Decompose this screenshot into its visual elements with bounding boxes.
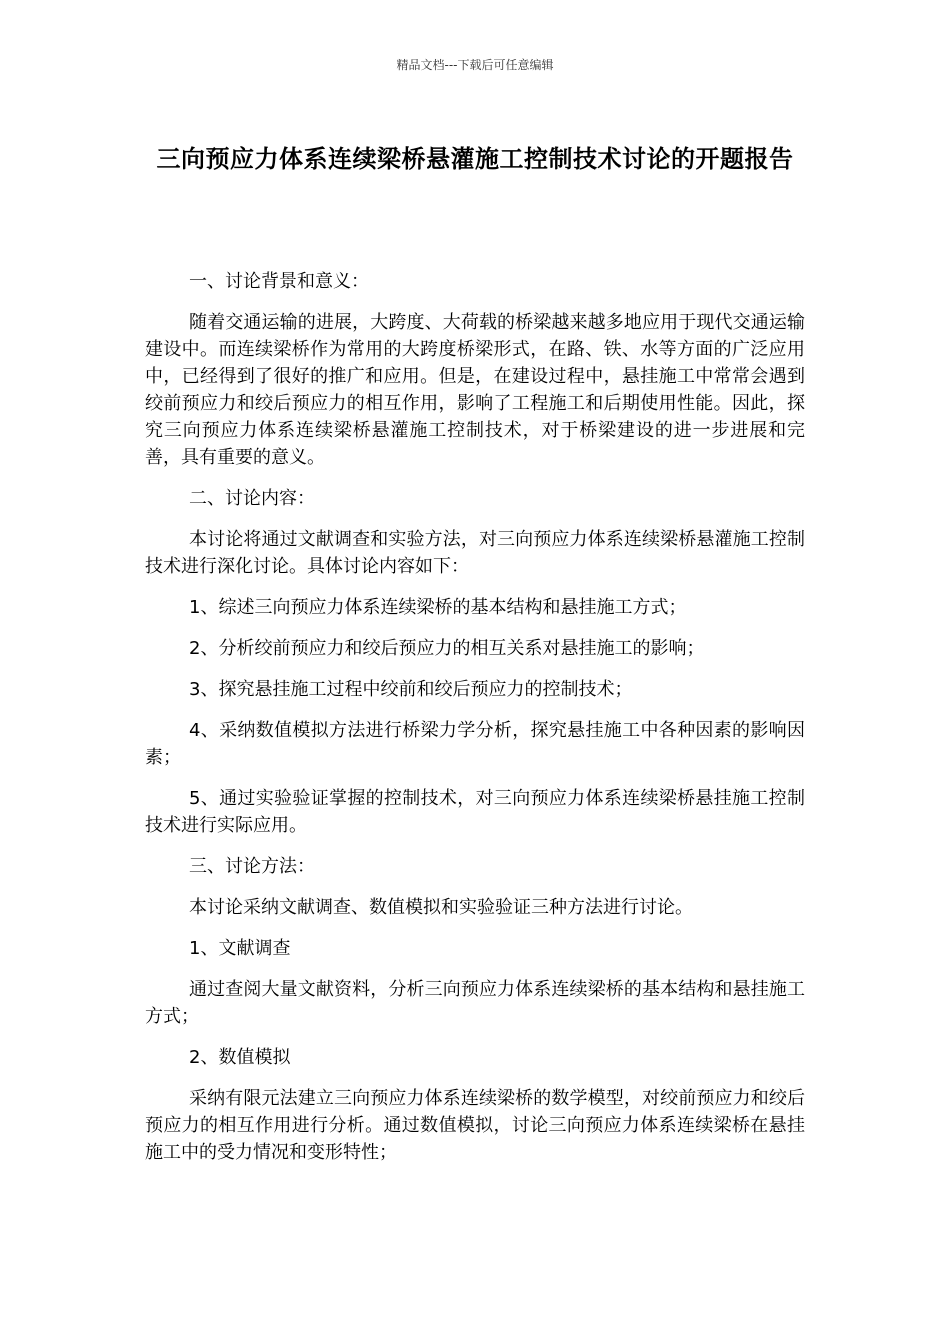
document-body (145, 268, 805, 1180)
list-item-content-4: 4、采纳数值模拟方法进行桥梁力学分析，探究悬挂施工中各种因素的影响因素； (145, 720, 805, 768)
list-item-content-3: 3、探究悬挂施工过程中绞前和绞后预应力的控制技术； (189, 679, 633, 700)
paragraph-literature: 通过查阅大量文献资料，分析三向预应力体系连续梁桥的基本结构和悬挂施工方式； (145, 979, 805, 1027)
list-item-content-1: 1、综述三向预应力体系连续梁桥的基本结构和悬挂施工方式； (189, 597, 687, 618)
section-heading-background: 一、讨论背景和意义： (189, 271, 369, 292)
section-heading-methods: 三、讨论方法： (189, 856, 315, 877)
document-title: 三向预应力体系连续梁桥悬灌施工控制技术讨论的开题报告 (156, 145, 794, 173)
paragraph-content-intro: 本讨论将通过文献调查和实验方法，对三向预应力体系连续梁桥悬灌施工控制技术进行深化讨论。具体讨论内容如下： (145, 529, 805, 577)
paragraph-background: 随着交通运输的进展，大跨度、大荷载的桥梁越来越多地应用于现代交通运输建设中。而连续梁桥作为常用的大跨度桥梁形式，在路、铁、水等方面的广泛应用中，已经得到了很好的推广和应用。但是，在建设过程中，悬挂施工中常常会遇到绞前预应力和绞后预应力的相互作用，影响了工程施工和后期使用性能。因此，探究三向预应力体系连续梁桥悬灌施工控制技术，对于桥梁建设的进一步进展和完善，具有重要的意义。 (145, 312, 805, 468)
list-item-content-2: 2、分析绞前预应力和绞后预应力的相互关系对悬挂施工的影响； (189, 638, 705, 659)
page-header: 精品文档---下载后可任意编辑 (396, 58, 554, 72)
list-item-content-5: 5、通过实验验证掌握的控制技术，对三向预应力体系连续梁桥悬挂施工控制技术进行实际应用。 (145, 788, 805, 836)
section-heading-content: 二、讨论内容： (189, 488, 315, 509)
subheading-literature: 1、文献调查 (189, 938, 291, 959)
paragraph-simulation: 采纳有限元法建立三向预应力体系连续梁桥的数学模型，对绞前预应力和绞后预应力的相互作用进行分析。通过数值模拟，讨论三向预应力体系连续梁桥在悬挂施工中的受力情况和变形特性； (145, 1088, 805, 1163)
subheading-simulation: 2、数值模拟 (189, 1047, 291, 1068)
paragraph-methods-intro: 本讨论采纳文献调查、数值模拟和实验验证三种方法进行讨论。 (189, 897, 693, 918)
